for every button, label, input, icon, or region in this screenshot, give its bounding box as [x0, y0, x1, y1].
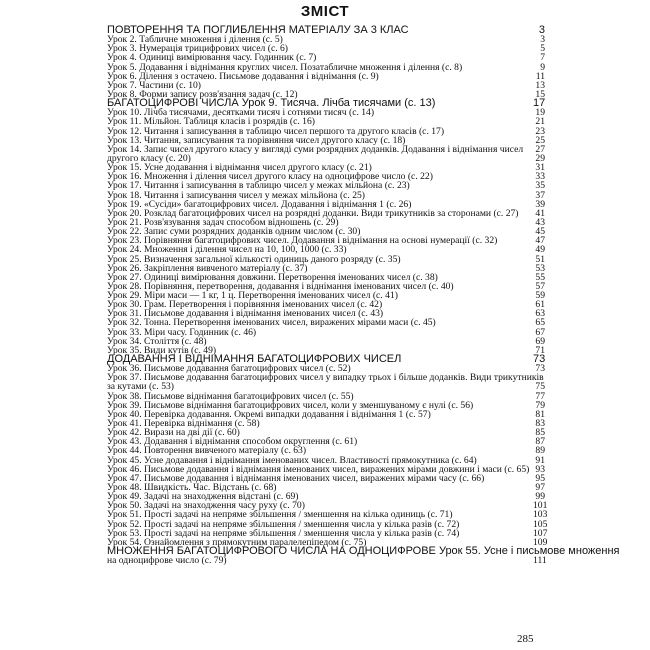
toc-entry-title: ПОВТОРЕННЯ ТА ПОГЛИБЛЕННЯ МАТЕРІАЛУ ЗА 3 КЛАС — [107, 23, 409, 36]
toc-entry-page: 17 — [533, 97, 546, 110]
toc-entry-title: Урок 14. Запис чисел другого класу у вигляді суми розрядних доданків. Додавання і віднімання чисел — [107, 143, 524, 155]
toc-entry-page: 21 — [535, 116, 545, 128]
toc-entry-title: Урок 35. Види кутів (с. 49) — [107, 344, 217, 356]
toc-entry-title: Урок 40. Перевірка додавання. Окремі випадки додавання і віднімання 1 (с. 57) — [107, 408, 431, 420]
toc-entry-title: Урок 32. Тонна. Перетворення іменованих чисел, виражених мірами маси (с. 45) — [107, 317, 436, 329]
toc-entry-title: Урок 8. Форми запису розв'язання задач (с. 12) — [107, 88, 298, 100]
toc-entry-title: Урок 31. Письмове додавання і віднімання іменованих чисел (с. 43) — [107, 308, 384, 320]
toc-entry-title: Урок 7. Частини (с. 10) — [107, 79, 201, 91]
toc-entry-page: 109 — [533, 536, 548, 548]
toc-entry-page: 93 — [535, 463, 545, 475]
toc-entry-page: 5 — [540, 43, 545, 55]
toc-entry-title: Урок 12. Читання і записування в таблицю чисел першого та другого класів (с. 17) — [107, 125, 445, 137]
toc-entry-page: 111 — [533, 555, 547, 567]
toc-entry-page: 43 — [535, 216, 545, 228]
toc-entry-page: 103 — [533, 509, 548, 521]
toc-entry-title: Урок 51. Прості задачі на непряме збільшення / зменшення на кілька одиниць (с. 71) — [107, 509, 453, 521]
toc-entry-title: Урок 5. Додавання і віднімання круглих чисел. Позатабличне множення і ділення (с. 8) — [107, 61, 463, 73]
toc-entry-page: 3 — [538, 23, 545, 36]
toc-entry-title: Урок 43. Додавання і віднімання способом округлення (с. 61) — [107, 436, 358, 448]
toc-entry-title: Урок 13. Читання, записування та порівняння чисел другого класу (с. 18) — [107, 134, 406, 146]
toc-entry-page: 9 — [540, 61, 545, 73]
toc-entry-page: 41 — [535, 207, 545, 219]
toc-entry-title: БАГАТОЦИФРОВІ ЧИСЛА Урок 9. Тисяча. Лічба тисячами (с. 13) — [107, 97, 436, 110]
toc-entry-title: Урок 4. Одиниці вимірювання часу. Годинник (с. 7) — [107, 52, 317, 64]
toc-entry-title: Урок 36. Письмове додавання багатоцифрових чисел (с. 52) — [107, 363, 351, 375]
toc-entry-page: 49 — [535, 244, 545, 256]
toc-entry-title: Урок 29. Міри маси — 1 кг, 1 ц. Перетворення іменованих чисел (с. 41) — [107, 290, 398, 302]
toc-entry-page: 45 — [535, 226, 545, 238]
toc-entry-page: 97 — [535, 482, 545, 494]
toc-entry-title: на одноцифрове число (с. 79) — [107, 555, 227, 567]
toc-entry-title: Урок 3. Нумерація трицифрових чисел (с. 6) — [107, 43, 288, 55]
toc-entry-page: 65 — [535, 317, 545, 329]
toc-entry-page: 57 — [535, 280, 545, 292]
toc-entry-title: Урок 45. Усне додавання і віднімання іменованих чисел. Властивості прямокутника (с. 64) — [107, 454, 477, 466]
toc-entry-page: 79 — [535, 399, 545, 411]
toc-entry-title: Урок 34. Століття (с. 48) — [107, 335, 207, 347]
toc-entry-page: 7 — [540, 52, 545, 64]
toc-entry-page: 15 — [535, 88, 545, 100]
toc-entry-title: Урок 30. Грам. Перетворення і порівняння іменованих чисел (с. 42) — [107, 299, 383, 311]
toc-entry-page: 99 — [535, 491, 545, 503]
toc-entry-title: Урок 22. Запис суми розрядних доданків одним числом (с. 30) — [107, 226, 361, 238]
toc-entry-title: Урок 15. Усне додавання і віднімання чисел другого класу (с. 21) — [107, 162, 372, 174]
toc-entry-title: Урок 47. Письмове додавання і віднімання іменованих чисел, виражених мірами часу (с. 66) — [107, 472, 485, 484]
toc-entry-title: Урок 18. Читання і записування чисел у межах мільйона (с. 25) — [107, 189, 365, 201]
page-title: ЗМІСТ — [300, 3, 350, 20]
toc-entry-title: Урок 16. Множення і ділення чисел другого класу на одноцифрове число (с. 22) — [107, 171, 433, 183]
toc-entry-page: 101 — [533, 500, 548, 512]
toc-entry-title: Урок 25. Визначення загальної кількості одиниць даного розряду (с. 35) — [107, 253, 401, 265]
toc-entry-page: 19 — [535, 107, 545, 119]
toc-entry-title: Урок 44. Повторення вивченого матеріалу (с. 63) — [107, 445, 307, 457]
toc-entry-page: 23 — [535, 125, 545, 137]
table-of-contents — [107, 23, 620, 567]
toc-entry-page: 85 — [535, 427, 545, 439]
toc-entry-title: Урок 53. Прості задачі на непряме збільшення / зменшення числа у кілька разів (с. 74) — [107, 527, 460, 539]
toc-entry-page: 55 — [535, 271, 545, 283]
toc-entry-title: Урок 41. Перевірка віднімання (с. 58) — [107, 418, 260, 430]
toc-entry-title: Урок 10. Лічба тисячами, десятками тисяч і сотнями тисяч (с. 14) — [107, 107, 375, 119]
toc-entry-title: Урок 19. «Сусіди» багатоцифрових чисел. Додавання і віднімання 1 (с. 26) — [107, 198, 412, 210]
toc-entry-title: Урок 6. Ділення з остачею. Письмове додавання і віднімання (с. 9) — [107, 70, 379, 82]
toc-entry-page: 47 — [535, 235, 545, 247]
toc-entry-page: 75 — [535, 381, 545, 393]
toc-entry-page: 95 — [535, 472, 545, 484]
toc-entry-page: 37 — [535, 189, 545, 201]
toc-entry-page: 25 — [535, 134, 545, 146]
toc-entry-page: 33 — [535, 171, 545, 183]
toc-entry-title: Урок 26. Закріплення вивченого матеріалу (с. 37) — [107, 262, 308, 274]
toc-entry-page: 53 — [535, 262, 545, 274]
toc-entry-title: Урок 23. Порівняння багатоцифрових чисел. Додавання і віднімання на основі нумерації (с. 32) — [107, 235, 498, 247]
toc-entry-page: 31 — [535, 162, 545, 174]
toc-entry-page: 73 — [533, 353, 546, 366]
toc-entry-page: 39 — [535, 198, 545, 210]
toc-entry-title: Урок 50. Задачі на знаходження часу руху (с. 70) — [107, 500, 305, 512]
toc-entry-page: 89 — [535, 445, 545, 457]
toc-entry — [107, 556, 545, 565]
toc-entry-page: 27 — [535, 143, 545, 155]
toc-entry-page: 71 — [535, 344, 545, 356]
toc-entry-title: другого класу (с. 20) — [107, 152, 191, 164]
toc-entry-title: Урок 17. Читання і записування в таблицю чисел у межах мільйона (с. 23) — [107, 180, 410, 192]
toc-entry-title: Урок 38. Письмове віднімання багатоцифрових чисел (с. 55) — [107, 390, 354, 402]
toc-entry-page: 81 — [535, 408, 545, 420]
toc-entry-page: 69 — [535, 335, 545, 347]
page-number: 285 — [517, 633, 534, 645]
toc-entry-page: 83 — [535, 418, 545, 430]
toc-entry-title: Урок 11. Мільйон. Таблиця класів і розрядів (с. 16) — [107, 116, 315, 128]
toc-entry-page: 67 — [535, 326, 545, 338]
toc-entry-page: 63 — [535, 308, 545, 320]
toc-entry-title: за кутами (с. 53) — [107, 381, 174, 393]
toc-entry-page: 87 — [535, 436, 545, 448]
toc-entry-page: 11 — [535, 70, 545, 82]
toc-entry-title: Урок 37. Письмове додавання багатоцифрових чисел у випадку трьох і більше доданків. Види трикутників — [107, 372, 544, 384]
toc-entry-title: Урок 24. Множення і ділення чисел на 10, 100, 1000 (с. 33) — [107, 244, 347, 256]
toc-entry-page: 61 — [535, 299, 545, 311]
toc-entry-title: Урок 54. Ознайомлення з прямокутним паралелепіпедом (с. 75) — [107, 536, 367, 548]
toc-entry-title: ДОДАВАННЯ І ВІДНІМАННЯ БАГАТОЦИФРОВИХ ЧИСЕЛ — [107, 353, 402, 366]
toc-entry-page: 13 — [535, 79, 545, 91]
toc-entry-title: Урок 21. Розв'язування задач способом відношень (с. 29) — [107, 216, 339, 228]
toc-entry-page: 105 — [533, 518, 548, 530]
toc-entry-page: 35 — [535, 180, 545, 192]
toc-entry-page: 73 — [535, 363, 545, 375]
toc-entry-title: Урок 39. Письмове віднімання багатоцифрових чисел, коли у зменшуваному є нулі (с. 56) — [107, 399, 474, 411]
toc-entry-title: Урок 52. Прості задачі на непряме збільшення / зменшення числа у кілька разів (с. 72) — [107, 518, 460, 530]
toc-entry-title: Урок 46. Письмове додавання і віднімання іменованих чисел, виражених мірами довжини і маси (с. 65) — [107, 463, 530, 475]
toc-entry-title: Урок 49. Задачі на знаходження відстані (с. 69) — [107, 491, 299, 503]
toc-entry-page: 91 — [535, 454, 545, 466]
toc-entry-page: 59 — [535, 290, 545, 302]
toc-entry-title: Урок 27. Одиниці вимірювання довжини. Перетворення іменованих чисел (с. 38) — [107, 271, 438, 283]
toc-entry-title: Урок 2. Табличне множення і ділення (с. 5) — [107, 34, 283, 46]
toc-entry-page: 77 — [535, 390, 545, 402]
toc-entry-title: Урок 20. Розклад багатоцифрових чисел на розрядні доданки. Види трикутників за сторонами (с. 27) — [107, 207, 519, 219]
toc-entry-title: МНОЖЕННЯ БАГАТОЦИФРОВОГО ЧИСЛА НА ОДНОЦИФРОВЕ Урок 55. Усне і письмове множення — [107, 545, 620, 557]
toc-entry-title: Урок 48. Швидкість. Час. Відстань (с. 68) — [107, 482, 277, 494]
toc-entry-title: Урок 33. Міри часу. Годинник (с. 46) — [107, 326, 257, 338]
toc-entry-title: Урок 42. Вирази на дві дії (с. 60) — [107, 427, 240, 439]
toc-entry-page: 107 — [533, 527, 548, 539]
toc-entry-page: 29 — [535, 152, 545, 164]
toc-entry-page: 51 — [535, 253, 545, 265]
toc-entry-title: Урок 28. Порівняння, перетворення, додавання і віднімання іменованих чисел (с. 40) — [107, 280, 454, 292]
toc-entry-page: 3 — [540, 34, 545, 46]
